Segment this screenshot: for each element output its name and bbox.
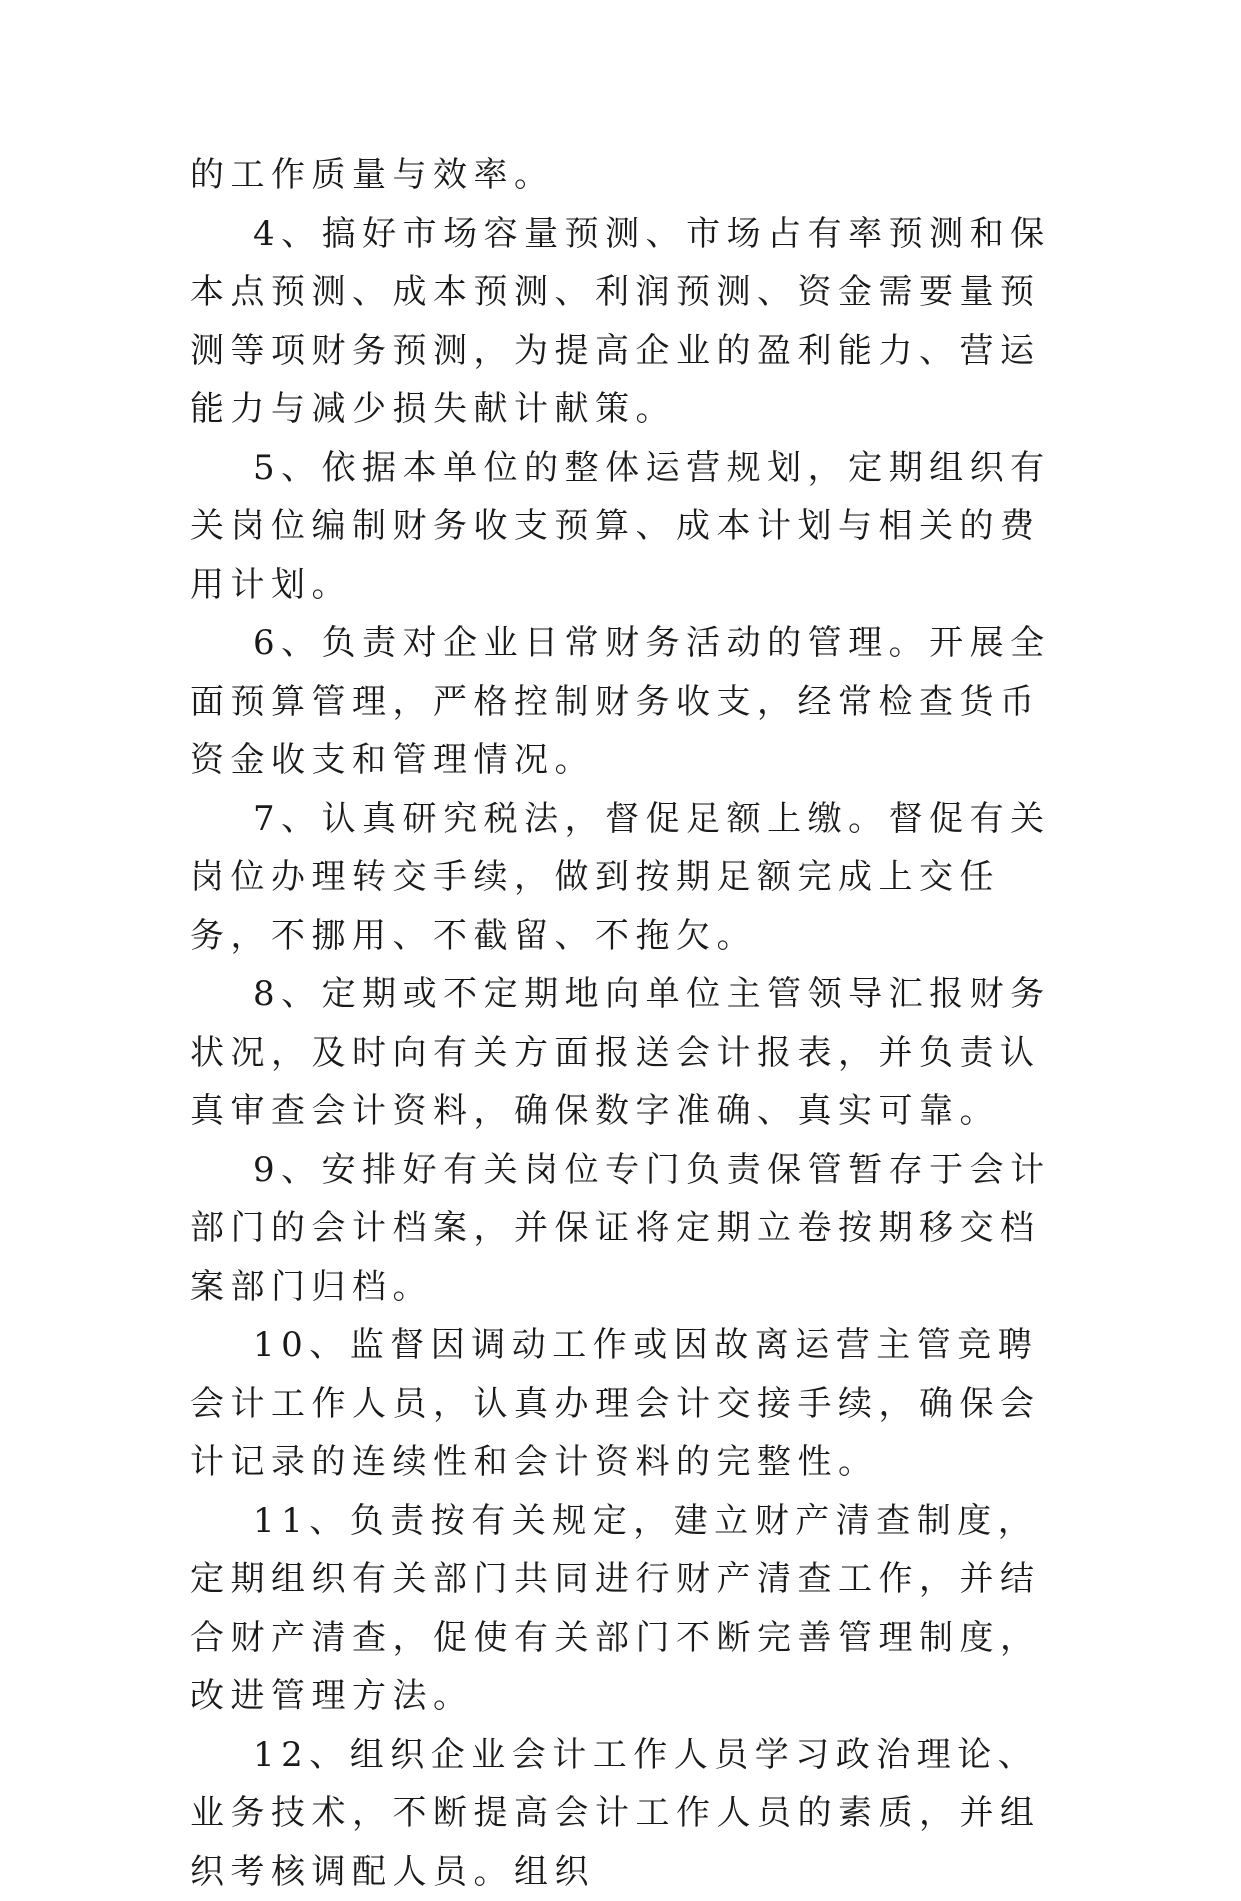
paragraph-item-7: 7、认真研究税法，督促足额上缴。督促有关岗位办理转交手续，做到按期足额完成上交任务，不挪用、不截留、不拖欠。	[190, 790, 1070, 966]
paragraph-item-5: 5、依据本单位的整体运营规划，定期组织有关岗位编制财务收支预算、成本计划与相关的费用计划。	[190, 439, 1070, 615]
paragraph-item-12: 12、组织企业会计工作人员学习政治理论、业务技术，不断提高会计工作人员的素质，并组织考核调配人员。组织	[190, 1726, 1070, 1901]
document-body	[190, 146, 1070, 1901]
paragraph-continuation: 的工作质量与效率。	[190, 146, 1070, 205]
paragraph-item-9: 9、安排好有关岗位专门负责保管暂存于会计部门的会计档案，并保证将定期立卷按期移交档案部门归档。	[190, 1141, 1070, 1317]
paragraph-item-10: 10、监督因调动工作或因故离运营主管竞聘会计工作人员，认真办理会计交接手续，确保会计记录的连续性和会计资料的完整性。	[190, 1316, 1070, 1492]
paragraph-item-8: 8、定期或不定期地向单位主管领导汇报财务状况，及时向有关方面报送会计报表，并负责认真审查会计资料，确保数字准确、真实可靠。	[190, 965, 1070, 1141]
paragraph-item-6: 6、负责对企业日常财务活动的管理。开展全面预算管理，严格控制财务收支，经常检查货币资金收支和管理情况。	[190, 614, 1070, 790]
paragraph-item-11: 11、负责按有关规定，建立财产清查制度，定期组织有关部门共同进行财产清查工作，并结合财产清查，促使有关部门不断完善管理制度，改进管理方法。	[190, 1492, 1070, 1726]
paragraph-item-4: 4、搞好市场容量预测、市场占有率预测和保本点预测、成本预测、利润预测、资金需要量预测等项财务预测，为提高企业的盈利能力、营运能力与减少损失献计献策。	[190, 205, 1070, 439]
